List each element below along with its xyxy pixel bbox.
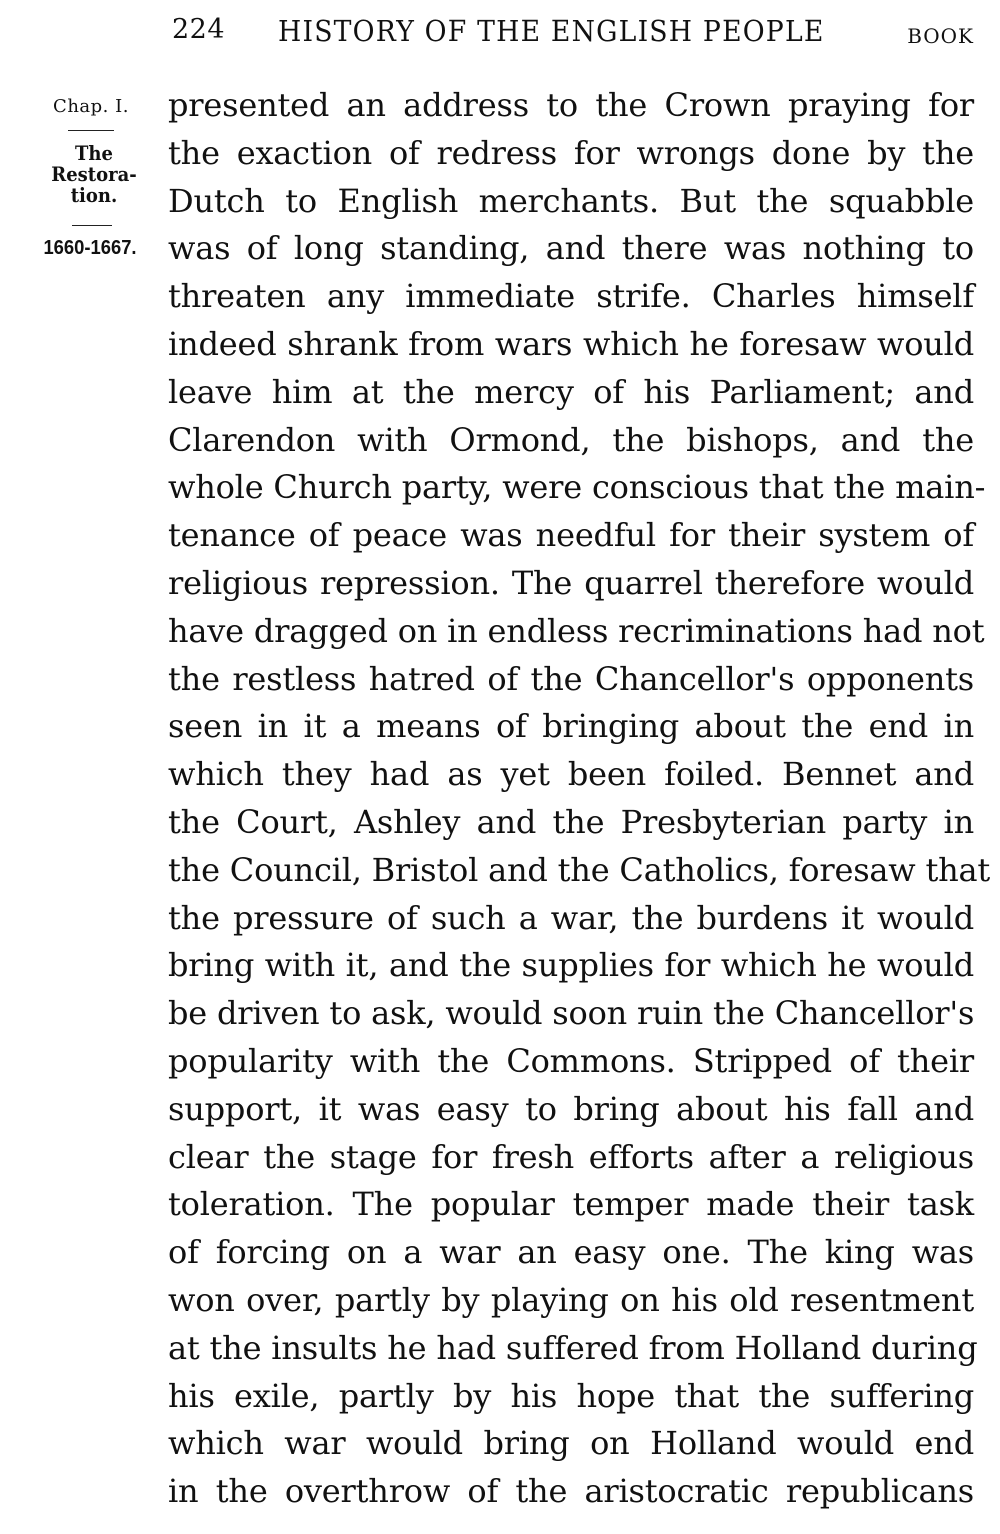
text-line: the Court, Ashley and the Presbyterian party in — [168, 802, 974, 841]
text-line: popularity with the Commons. Stripped of their — [168, 1041, 974, 1080]
text-line: his exile, partly by his hope that the suffering — [168, 1376, 974, 1415]
body-text — [168, 82, 991, 1516]
book-label: BOOK — [907, 24, 974, 48]
text-line: have dragged on in endless recriminations had not — [168, 611, 985, 650]
text-line: which they had as yet been foiled. Bennet and — [168, 755, 974, 794]
text-line: religious repression. The quarrel therefore would — [168, 563, 974, 602]
page-header — [168, 8, 974, 52]
text-line: leave him at the mercy of his Parliament; and — [168, 372, 974, 411]
text-line: won over, partly by playing on his old resentment — [168, 1280, 974, 1319]
text-line: threaten any immediate strife. Charles himself — [168, 277, 974, 316]
text-line: Dutch to English merchants. But the squabble — [168, 181, 974, 220]
text-line: the Council, Bristol and the Catholics, foresaw that — [168, 850, 991, 889]
text-line: the pressure of such a war, the burdens it would — [168, 898, 974, 937]
text-line: was of long standing, and there was nothing to — [168, 229, 974, 268]
date-range: 1660-1667. — [43, 237, 137, 259]
margin-rule — [72, 225, 112, 226]
text-line: support, it was easy to bring about his fall and — [168, 1089, 974, 1128]
margin-rule — [68, 130, 114, 131]
text-line: which war would bring on Holland would end — [168, 1424, 974, 1463]
text-line: Clarendon with Ormond, the bishops, and the — [168, 420, 974, 459]
section-title-line: Restora- — [51, 162, 137, 186]
text-line: at the insults he had suffered from Holland during — [168, 1328, 978, 1367]
text-line: the restless hatred of the Chancellor's opponents — [168, 659, 974, 698]
running-title: HISTORY OF THE ENGLISH PEOPLE — [278, 14, 825, 48]
text-line: indeed shrank from wars which he foresaw would — [168, 324, 974, 363]
text-line: seen in it a means of bringing about the end in — [168, 707, 974, 746]
page-number: 224 — [172, 14, 226, 45]
text-line: clear the stage for fresh efforts after a religious — [168, 1137, 974, 1176]
text-line: tenance of peace was needful for their system of — [168, 516, 974, 555]
section-title-line: tion. — [70, 183, 118, 207]
text-line: of forcing on a war an easy one. The king was — [168, 1233, 974, 1272]
chapter-label: Chap. I. — [53, 96, 129, 117]
text-line: bring with it, and the supplies for which he would — [168, 946, 974, 985]
text-line: in the overthrow of the aristocratic republicans — [168, 1472, 974, 1511]
text-line: whole Church party, were conscious that the main- — [168, 468, 986, 507]
text-line: toleration. The popular temper made their task — [168, 1185, 974, 1224]
section-title — [42, 143, 146, 206]
text-line: the exaction of redress for wrongs done by the — [168, 133, 974, 172]
text-line: be driven to ask, would soon ruin the Chancellor's — [168, 994, 975, 1033]
text-line: presented an address to the Crown praying for — [168, 86, 974, 124]
section-title-line: The — [75, 141, 113, 165]
